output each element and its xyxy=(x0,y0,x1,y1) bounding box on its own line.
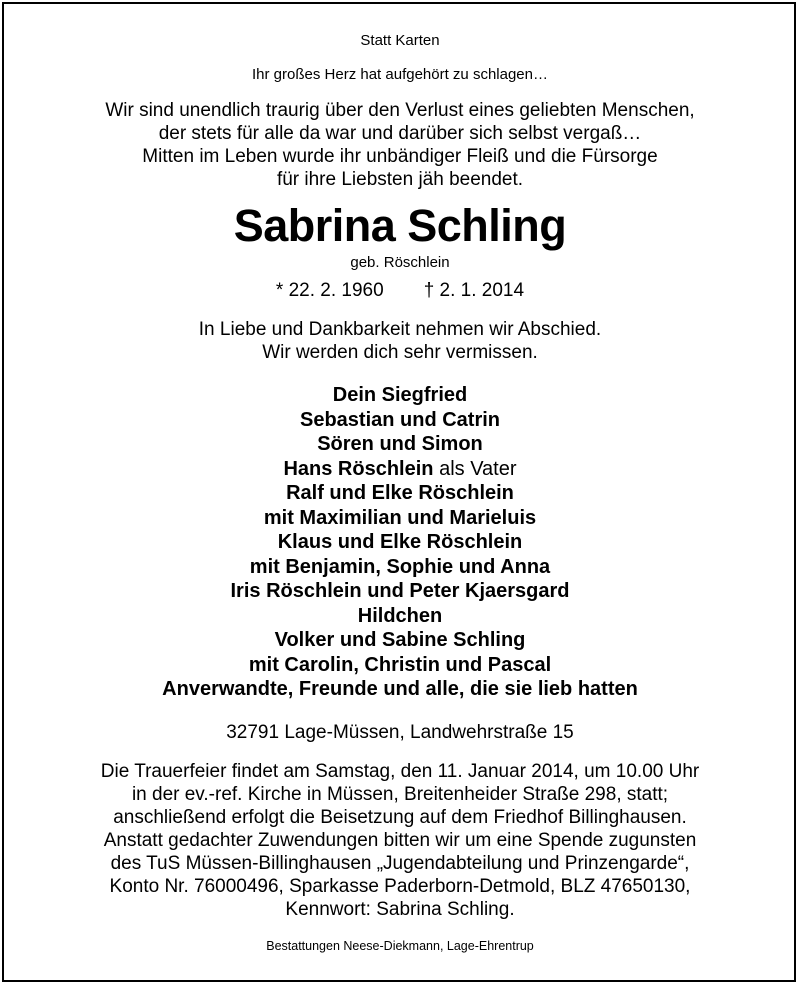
mourner-line: Sebastian und Catrin xyxy=(299,408,501,431)
farewell xyxy=(0,318,800,364)
service-line: des TuS Müssen-Billinghausen „Jugendabteilung und Prinzengarde“, xyxy=(110,852,690,874)
mourner-line: Hildchen xyxy=(357,604,443,627)
mourner-line: mit Benjamin, Sophie und Anna xyxy=(249,555,551,578)
mourner-relation: als Vater xyxy=(433,457,517,480)
mourner-line: Volker und Sabine Schling xyxy=(274,629,526,651)
mourner-line: Dein Siegfried xyxy=(332,384,468,406)
mourner-line xyxy=(0,457,800,482)
mourner-line: mit Maximilian und Marieluis xyxy=(263,506,537,529)
death-date: † 2. 1. 2014 xyxy=(423,280,525,301)
poem-line: für ihre Liebsten jäh beendet. xyxy=(276,169,524,190)
funeral-home-text: Bestattungen Neese-Diekmann, Lage-Ehrentrup xyxy=(266,938,534,953)
mourner-line: mit Carolin, Christin und Pascal xyxy=(248,653,552,676)
poem-line: der stets für alle da war und darüber sich selbst vergaß… xyxy=(158,123,642,144)
farewell-line: Wir werden dich sehr vermissen. xyxy=(262,342,538,363)
poem-line: Mitten im Leben wurde ihr unbändiger Fleiß und die Fürsorge xyxy=(142,146,658,167)
poem-line: Wir sind unendlich traurig über den Verlust eines geliebten Menschen, xyxy=(105,100,695,121)
service-info xyxy=(0,760,800,921)
poem xyxy=(0,99,800,191)
mourner-line: Klaus und Elke Röschlein xyxy=(277,531,523,553)
address-text: 32791 Lage-Müssen, Landwehrstraße 15 xyxy=(226,721,574,743)
life-dates xyxy=(0,279,800,302)
service-line: Die Trauerfeier findet am Samstag, den 11. Januar 2014, um 10.00 Uhr xyxy=(100,760,700,782)
mourner-line: Sören und Simon xyxy=(317,433,483,455)
birth-date: * 22. 2. 1960 xyxy=(275,280,384,301)
mourner-name: Hans Röschlein xyxy=(283,457,434,480)
header-text: Statt Karten xyxy=(360,32,440,49)
mourner-line: Iris Röschlein und Peter Kjaersgard xyxy=(230,580,570,602)
service-line: Konto Nr. 76000496, Sparkasse Paderborn-Detmold, BLZ 47650130, xyxy=(109,875,691,897)
deceased-name: Sabrina Schling xyxy=(233,200,567,251)
mourners-list xyxy=(0,383,800,702)
service-line: Anstatt gedachter Zuwendungen bitten wir um eine Spende zugunsten xyxy=(103,829,697,851)
farewell-line: In Liebe und Dankbarkeit nehmen wir Abschied. xyxy=(198,319,602,340)
mourner-line: Ralf und Elke Röschlein xyxy=(286,482,514,504)
service-line: in der ev.-ref. Kirche in Müssen, Breitenheider Straße 298, statt; xyxy=(131,783,669,805)
service-line: Kennwort: Sabrina Schling. xyxy=(285,898,515,920)
maiden-name: geb. Röschlein xyxy=(350,254,450,271)
mourner-line: Anverwandte, Freunde und alle, die sie lieb hatten xyxy=(162,678,638,700)
intro-text: Ihr großes Herz hat aufgehört zu schlagen… xyxy=(252,66,548,83)
service-line: anschließend erfolgt die Beisetzung auf dem Friedhof Billinghausen. xyxy=(113,806,687,828)
